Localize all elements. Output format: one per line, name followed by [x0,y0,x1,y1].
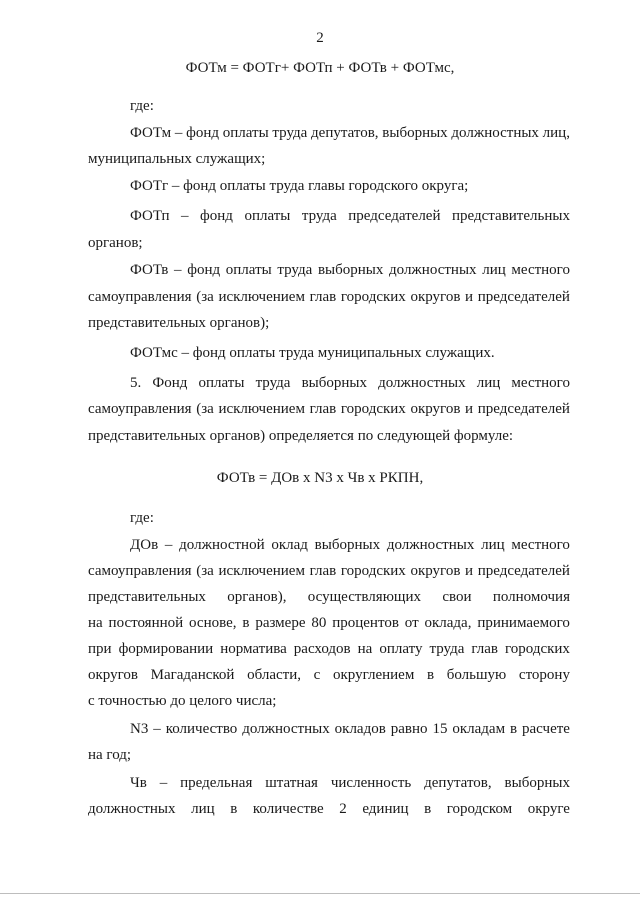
word: предельная [180,775,253,791]
word: местного [511,537,570,553]
def-fot-g: ФОТг – фонд оплаты труда главы городского округа; [130,178,469,194]
item5-line2 [88,401,570,418]
def-dov-line5 [88,641,570,658]
word: от [404,615,419,631]
where-label-2: где: [130,510,154,526]
word: области, [247,667,302,683]
word: округов [410,401,461,417]
def-fot-m-line2: муниципальных служащих; [88,151,266,167]
word: представительных [88,589,206,605]
word: фонд [186,125,220,141]
word: местного [511,375,570,391]
item5-line1 [130,375,570,392]
word: расходов [293,641,351,657]
word: должностных [451,125,539,141]
word: оплаты [244,208,291,224]
def-fot-m-line1 [130,125,570,142]
word: депутатов, [424,775,492,791]
word: фонд [200,208,233,224]
word: самоуправления [88,563,192,579]
word: окладов [334,721,386,737]
def-fot-mc: ФОТмс – фонд оплаты труда муниципальных служащих. [130,345,495,361]
word: председателей [477,563,570,579]
word: – [159,775,168,791]
word: в [426,667,435,683]
word: ДОв [130,537,159,553]
word: округе [527,801,570,817]
where-label-1: где: [130,98,154,114]
word: труда [277,262,313,278]
word: – [174,262,182,278]
word: размере [255,615,306,631]
def-n3-line1 [130,721,570,738]
word: должностных [389,262,477,278]
word: N3 [130,721,149,737]
def-dov-line1 [130,537,570,554]
word: выборных [382,125,448,141]
item5-line3: представительных органов) определяется по следующей формуле: [88,428,514,444]
word: выборных [504,775,570,791]
word: глав [471,641,498,657]
word: осуществляющих [307,589,421,605]
word: в [230,801,238,817]
word: городских [340,563,406,579]
formula-fot-v: ФОТв = ДОв x N3 x Чв x РКПН, [216,470,424,486]
word: оплаты [198,375,245,391]
word: ФОТм [130,125,172,141]
word: труда [272,125,308,141]
word: органов), [227,589,287,605]
word: Фонд [152,375,188,391]
word: единиц [362,801,409,817]
word: депутатов, [311,125,379,141]
word: самоуправления [88,401,192,417]
def-dov-line3 [88,589,570,606]
word: (за [196,563,214,579]
word: председателей [348,208,441,224]
word: округов [88,667,138,683]
word: городских [340,401,406,417]
word: должностных [88,801,176,817]
word: на [357,641,373,657]
word: численность [330,775,412,791]
word: процентов [332,615,399,631]
word: выборных [317,262,384,278]
word: исключением [218,289,305,305]
word: глав [309,563,337,579]
word: должностной [179,537,265,553]
def-fot-v-line1 [130,262,570,279]
word: – [174,125,183,141]
word: лиц [482,262,506,278]
word: оклада, [424,615,472,631]
word: количестве [252,801,324,817]
word: – [181,208,189,224]
word: оклад [271,537,308,553]
word: городских [504,641,570,657]
def-fot-v-line3: представительных органов); [88,315,270,331]
word: (за [196,289,214,305]
def-dov-line4 [88,615,570,632]
word: глав [309,289,337,305]
scan-edge-divider [0,893,640,894]
word: формировании [118,641,214,657]
word: ФОТв [130,262,169,278]
word: – [153,721,161,737]
word: постоянной [108,615,184,631]
word: городских [340,289,406,305]
word: в [424,801,432,817]
word: 80 [311,615,327,631]
word: председателей [477,401,570,417]
def-dov-line6 [88,667,570,684]
word: ФОТп [130,208,170,224]
def-chv-line1 [130,775,570,792]
word: председателей [477,289,570,305]
word: выборных [301,375,367,391]
word: оплаты [222,125,269,141]
word: округов [410,563,461,579]
word: и [465,289,474,305]
word: равно [390,721,428,737]
word: округлением [333,667,415,683]
word: лиц [191,801,215,817]
word: представительных [452,208,570,224]
word: лиц [476,375,501,391]
def-n3-line2: на год; [88,747,132,763]
word: и [465,401,474,417]
word: округов [410,289,461,305]
word: сторону [518,667,570,683]
word: в [242,615,250,631]
def-fot-p-line2: органов; [88,235,143,251]
page-number: 2 [316,30,324,46]
def-fot-p-line1 [130,208,570,225]
word: городском [446,801,513,817]
word: должностных [386,537,475,553]
word: исключением [218,401,305,417]
word: принимаемого [477,615,570,631]
word: в [510,721,518,737]
word: оплаты [225,262,272,278]
word: расчете [522,721,570,737]
word: оплату [379,641,423,657]
word: труда [301,208,337,224]
def-chv-line2 [88,801,570,818]
def-dov-line7: с точностью до целого числа; [88,693,277,709]
word: труда [255,375,291,391]
word: глав [309,401,337,417]
word: 2 [339,801,347,817]
word: окладам [452,721,506,737]
word: основе, [189,615,237,631]
word: должностных [378,375,466,391]
word: и [465,563,474,579]
def-fot-v-line2 [88,289,570,306]
word: лиц, [542,125,570,141]
word: Магаданской [150,667,235,683]
word: самоуправления [88,289,192,305]
word: норматива [220,641,287,657]
word: полномочия [492,589,570,605]
word: труда [429,641,465,657]
word: – [164,537,173,553]
word: местного [511,262,570,278]
word: Чв [130,775,147,791]
word: на [88,615,103,631]
word: должностных [242,721,330,737]
def-dov-line2 [88,563,570,580]
word: исключением [218,563,305,579]
word: фонд [187,262,221,278]
word: выборных [314,537,381,553]
word: большую [446,667,507,683]
word: количество [165,721,238,737]
word: 15 [432,721,448,737]
word: с [313,667,321,683]
word: (за [196,401,214,417]
word: лиц [481,537,505,553]
word: штатная [265,775,318,791]
formula-fot-m: ФОТм = ФОТг+ ФОТп + ФОТв + ФОТмс, [185,60,455,76]
word: при [88,641,112,657]
word: 5. [130,375,142,391]
word: свои [442,589,472,605]
